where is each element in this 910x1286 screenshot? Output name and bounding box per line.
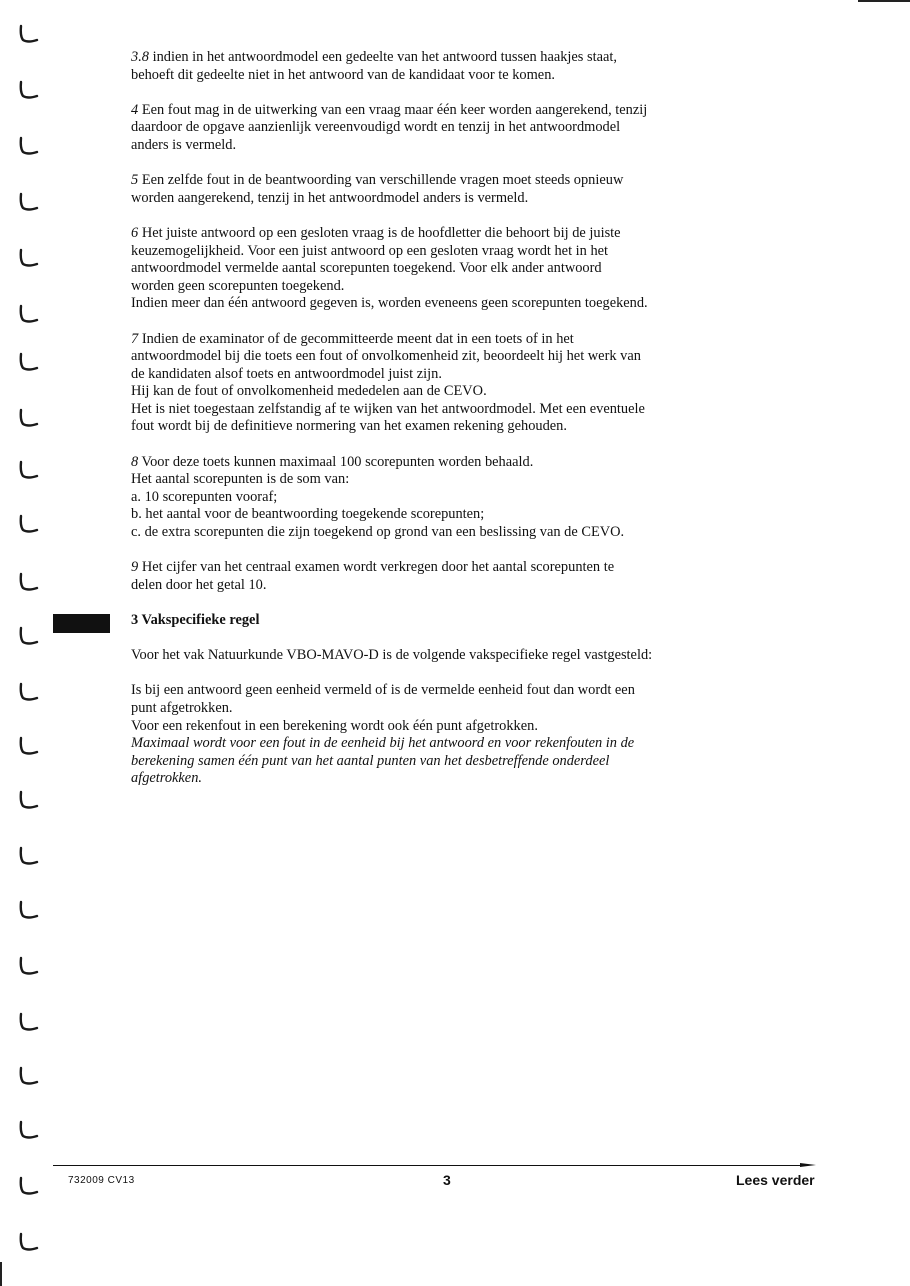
footer-rule [53,1165,805,1166]
binding-mark-icon [16,1232,42,1254]
binding-mark-icon [16,900,42,922]
page-number: 3 [443,1172,451,1188]
next-page-label: Lees verder [736,1172,815,1188]
left-edge-line [0,1262,2,1286]
rule-5: 5 Een zelfde fout in de beantwoording van verschillende vragen moet steeds opnieuw worden aangerekend, tenzij in het antwoordmodel anders is vermeld. [131,172,624,206]
binding-mark-icon [16,408,42,430]
binding-mark-icon [16,790,42,812]
binding-mark-icon [16,352,42,374]
rule-7: 7 Indien de examinator of de gecommitteerde meent dat in een toets of in het antwoordmodel bij die toets een fout of onvolkomenheid zit, beoordeelt hij het werk van de kandidaten alsof toets en antwoordmodel juist zijn. Hij kan de fout of onvolkomenheid mededelen aan de CEVO. Het is niet toegestaan zelfstandig af te wijken van het antwoordmodel. Met een eventuele fout wordt bij de definitieve normering van het examen rekening gehouden. [131,330,645,435]
footer-code: 732009 CV13 [68,1175,135,1186]
binding-mark-icon [16,248,42,270]
binding-mark-icon [16,80,42,102]
binding-mark-icon [16,1066,42,1088]
binding-mark-icon [16,572,42,594]
rule-number: 4 [131,101,139,118]
section-intro: Voor het vak Natuurkunde VBO-MAVO-D is de volgende vakspecifieke regel vastgesteld: [131,647,653,664]
section-heading: 3 Vakspecifieke regel [131,612,260,628]
binding-mark-icon [16,460,42,482]
binding-mark-icon [16,514,42,536]
rule-6: 6 Het juiste antwoord op een gesloten vraag is de hoofdletter die behoort bij de juiste keuzemogelijkheid. Voor een juist antwoord op een gesloten vraag wordt het in het antwoordmodel vermelde aantal scorepunten toegekend. Voor elk ander antwoord worden geen scorepunten toegekend. Indien meer dan één antwoord gegeven is, worden eveneens geen scorepunten toegekend. [131,224,648,312]
section-marker-bar [53,614,110,633]
rule-number: 6 [131,224,139,241]
rule-number: 5 [131,172,139,189]
main-content [131,49,741,806]
binding-mark-icon [16,1012,42,1034]
rule-number: 9 [131,559,139,576]
binding-mark-icon [16,1176,42,1198]
binding-mark-icon [16,626,42,648]
binding-mark-icon [16,136,42,158]
section-rule: Is bij een antwoord geen eenheid vermeld of is de vermelde eenheid fout dan wordt een punt afgetrokken. Voor een rekenfout in een berekening wordt ook één punt afgetrokken. Maximaal wordt voor een fout in de eenheid bij het antwoord en voor rekenfouten in de berekening samen één punt van het aantal punten van het desbetreffende onderdeel afgetrokken. [131,682,635,787]
rule-4: 4 Een fout mag in de uitwerking van een vraag maar één keer worden aangerekend, tenzij daardoor de opgave aanzienlijk vereenvoudigd wordt en tenzij in het antwoordmodel anders is vermeld. [131,101,648,153]
rule-number: 7 [131,330,139,347]
binding-mark-icon [16,24,42,46]
binding-mark-icon [16,682,42,704]
binding-mark-icon [16,192,42,214]
binding-mark-icon [16,736,42,758]
binding-mark-icon [16,304,42,326]
rule-9: 9 Het cijfer van het centraal examen wordt verkregen door het aantal scorepunten te delen door het getal 10. [131,559,615,593]
rule-number: 3.8 [131,49,149,65]
binding-mark-icon [16,846,42,868]
binding-mark-icon [16,1120,42,1142]
arrow-right-icon [800,1160,816,1170]
top-edge-rule [858,0,910,2]
binding-mark-icon [16,956,42,978]
rule-number: 8 [131,453,139,470]
binding-hole-marks [16,0,56,1286]
rule-3-8: 3.8 indien in het antwoordmodel een gedeelte van het antwoord tussen haakjes staat, behoeft dit gedeelte niet in het antwoord van de kandidaat voor te komen. [131,49,617,83]
rule-8: 8 Voor deze toets kunnen maximaal 100 scorepunten worden behaald. Het aantal scorepunten is de som van: a. 10 scorepunten vooraf; b. het aantal voor de beantwoording toegekende scorepunten; c. de extra scorepunten die zijn toegekend op grond van een beslissing van de CEVO. [131,453,625,541]
